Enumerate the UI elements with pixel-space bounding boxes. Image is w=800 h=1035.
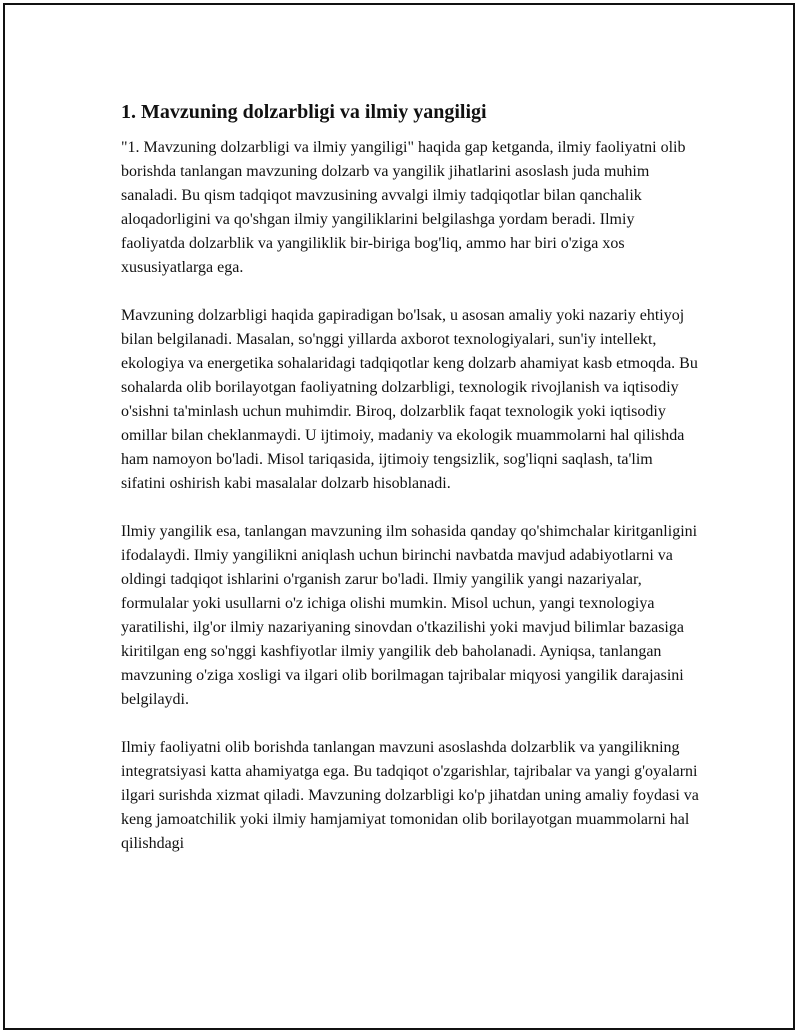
paragraph-novelty: Ilmiy yangilik esa, tanlangan mavzuning ilm sohasida qanday qo'shimchalar kiritganligini ifodalaydi. Ilmiy yangilikni aniqlash uchun birinchi navbatda mavjud adabiyotlarni va oldingi tadqiqot ishlarini o'rganish zarur bo'ladi. Ilmiy yangilik yangi nazariyalar, formulalar yoki usullarni o'z ichiga olishi mumkin. Misol uchun, yangi texnologiya yaratilishi, ilg'or ilmiy nazariyaning sinovdan o'tkazilishi yoki mavjud bilimlar bazasiga kiritilgan eng so'nggi kashfiyotlar ilmiy yangilik deb baholanadi. Ayniqsa, tanlangan mavzuning o'ziga xosligi va ilgari olib borilmagan tajribalar miqyosi yangilik darajasini belgilaydi. xyxy=(121,523,698,708)
paragraph-intro: "1. Mavzuning dolzarbligi va ilmiy yangiligi" haqida gap ketganda, ilmiy faoliyatni olib borishda tanlangan mavzuning dolzarb va yangilik jihatlarini asoslash juda muhim sanaladi. Bu qism tadqiqot mavzusining avvalgi ilmiy tadqiqotlar bilan qanchalik aloqadorligini va qo'shgan ilmiy yangiliklarini belgilashga yordam beradi. Ilmiy faoliyatda dolzarblik va yangiliklik bir-biriga bog'liq, ammo har biri o'ziga xos xususiyatlarga ega. xyxy=(121,139,686,276)
section-heading: 1. Mavzuning dolzarbligi va ilmiy yangiligi xyxy=(121,101,487,123)
document-body xyxy=(121,99,701,880)
paragraph-integration: Ilmiy faoliyatni olib borishda tanlangan mavzuni asoslashda dolzarblik va yangilikning integratsiyasi katta ahamiyatga ega. Bu tadqiqot o'zgarishlar, tajribalar va yangi g'oyalarni ilgari surishda xizmat qiladi. Mavzuning dolzarbligi ko'p jihatdan uning amaliy foydasi va keng jamoatchilik yoki ilmiy hamjamiyat tomonidan olib borilayotgan muammolarni hal qilishdagi xyxy=(121,739,699,852)
paragraph-relevance: Mavzuning dolzarbligi haqida gapiradigan bo'lsak, u asosan amaliy yoki nazariy ehtiyoj bilan belgilanadi. Masalan, so'nggi yillarda axborot texnologiyalari, sun'iy intellekt, ekologiya va energetika sohalaridagi tadqiqotlar keng dolzarb ahamiyat kasb etmoqda. Bu sohalarda olib borilayotgan faoliyatning dolzarbligi, texnologik rivojlanish va iqtisodiy o'sishni ta'minlash uchun muhimdir. Biroq, dolzarblik faqat texnologik yoki iqtisodiy omillar bilan cheklanmaydi. U ijtimoiy, madaniy va ekologik muammolarni hal qilishda ham namoyon bo'ladi. Misol tariqasida, ijtimoiy tengsizlik, sog'liqni saqlash, ta'lim sifatini oshirish kabi masalalar dolzarb hisoblanadi. xyxy=(121,307,698,492)
page-frame xyxy=(3,3,795,1030)
